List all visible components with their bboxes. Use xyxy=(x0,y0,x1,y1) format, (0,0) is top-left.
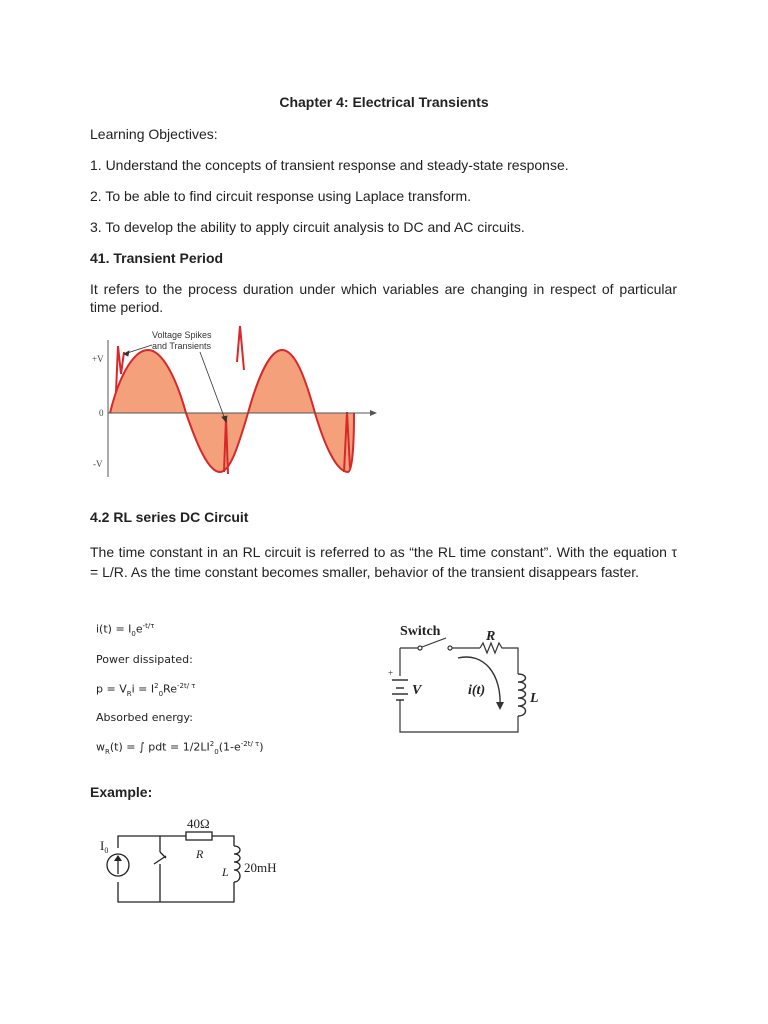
battery-icon xyxy=(392,680,408,700)
inductor-icon xyxy=(234,846,240,882)
switch-icon xyxy=(154,852,166,874)
section-body-rl-series: The time constant in an RL circuit is referred to as “the RL time constant”. With the equation τ = L/R. As the time constant becomes smaller, behavior of the transient disappears faster. xyxy=(90,544,677,580)
battery-plus-label: + xyxy=(388,668,394,678)
objective-item: 3. To develop the ability to apply circuit analysis to DC and AC circuits. xyxy=(90,219,525,235)
resistor-value-label: 40Ω xyxy=(187,816,210,831)
formula-energy: $w_R(t)$ = ∫ pdt = $1/2LI^2_0(1-e^{-2t/ \tau})$ xyxy=(96,740,264,756)
example-circuit-wires xyxy=(118,836,234,902)
source-label: $I_0$ xyxy=(100,838,109,855)
example-circuit-diagram xyxy=(94,812,294,908)
formula-power-label: Power dissipated: xyxy=(96,653,193,666)
rl-circuit-diagram xyxy=(380,618,550,744)
annotation-line-1: Voltage Spikes xyxy=(152,330,212,340)
current-label: i(t) xyxy=(468,683,486,698)
resistor-label: R xyxy=(486,629,496,644)
objective-item: 1. Understand the concepts of transient response and steady-state response. xyxy=(90,157,569,173)
chapter-title: Chapter 4: Electrical Transients xyxy=(279,94,489,110)
waveform-fill xyxy=(110,350,354,472)
axis-label-positive: +V xyxy=(92,354,104,364)
inductor-value-label: 20mH xyxy=(244,860,277,875)
formula-current: $i(t) = I_0e^{-t/\tau}$ xyxy=(96,622,155,638)
axis-label-negative: -V xyxy=(93,459,103,469)
example-heading: Example: xyxy=(90,784,153,800)
inductor-icon xyxy=(518,674,526,716)
transient-waveform-figure xyxy=(90,322,380,480)
objective-item: 2. To be able to find circuit response using Laplace transform. xyxy=(90,188,472,204)
section-body-transient-period: It refers to the process duration under which variables are changing in respect of particular time period. xyxy=(90,281,677,315)
formula-energy-label: Absorbed energy: xyxy=(96,711,193,724)
section-heading-rl-series: 4.2 RL series DC Circuit xyxy=(90,509,249,525)
section-heading-transient-period: 41. Transient Period xyxy=(90,250,224,266)
voltage-label: V xyxy=(412,683,422,698)
inductor-label: L xyxy=(222,865,229,879)
current-source-icon xyxy=(107,854,129,876)
annotation-line-2: and Transients xyxy=(152,341,212,351)
resistor-icon xyxy=(186,832,212,840)
switch-label: Switch xyxy=(400,624,441,639)
inductor-label: L xyxy=(530,691,539,706)
axis-label-zero: 0 xyxy=(99,408,104,418)
switch-icon xyxy=(418,638,452,650)
objectives-heading: Learning Objectives: xyxy=(90,126,218,142)
resistor-icon xyxy=(480,643,504,653)
resistor-label: R xyxy=(196,847,204,861)
formula-power: $p = V_Ri = I^2_0Re^{-2t/ \tau}$ xyxy=(96,682,196,698)
